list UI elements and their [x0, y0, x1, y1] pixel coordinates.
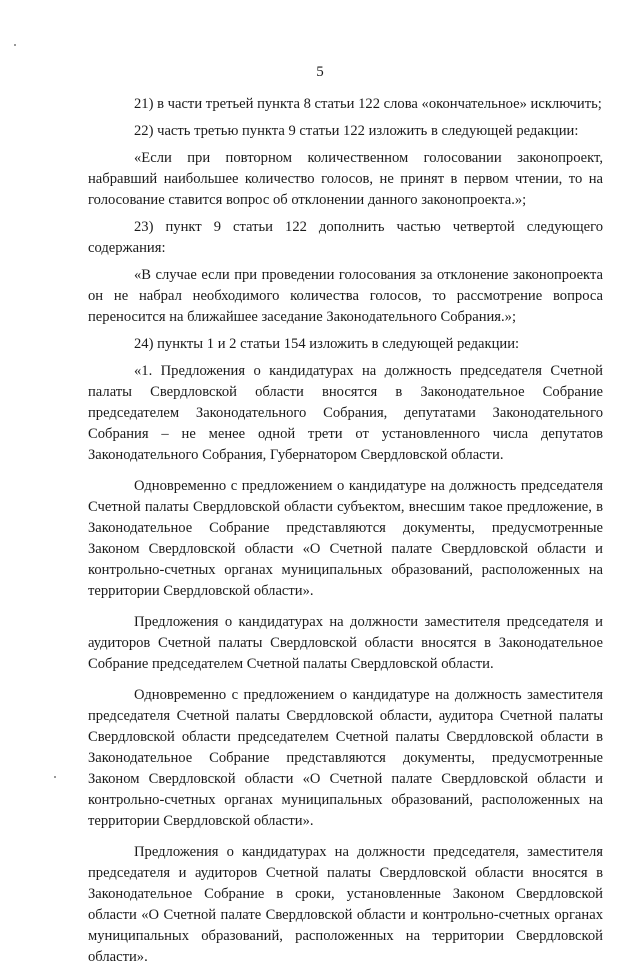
scan-speck — [14, 44, 16, 46]
paragraph-item-24: 24) пункты 1 и 2 статьи 154 изложить в следующей редакции: — [134, 336, 520, 352]
paragraph-quote-24-4: Одновременно с предложением о кандидатуре на должность заместителя председателя Счетной палаты Свердловской области, аудитора Счетной палаты Свердловской области председателем Счетной палаты Свердловской области в Законодательное Собрание представляются документы, предусмотренные Законом Свердловской области «О Счетной палате Свердловской области и контрольно-счетных органах муниципальных образований, расположенных на территории Свердловской области». — [88, 687, 603, 829]
paragraph-item-23: 23) пункт 9 статьи 122 дополнить частью четвертой следующего содержания: — [88, 219, 603, 256]
paragraph-quote-24-5: Предложения о кандидатурах на должности председателя, заместителя председателя и аудиторов Счетной палаты Свердловской области вносятся в Законодательное Собрание в сроки, установленные Законом Свердловской области «О Счетной палате Свердловской области и контрольно-счетных органах муниципальных образований, расположенных на территории Свердловской области». — [88, 844, 603, 965]
paragraph-quote-22: «Если при повторном количественном голосовании законопроект, набравший наибольшее количество голосов, не принят в первом чтении, то на голосование ставится вопрос об отклонении данного законопроекта.»; — [88, 150, 603, 208]
paragraph-quote-24-2: Одновременно с предложением о кандидатуре на должность председателя Счетной палаты Свердловской области субъектом, внесшим такое предложение, в Законодательное Собрание представляются документы, предусмотренные Законом Свердловской области «О Счетной палате Свердловской области и контрольно-счетных органах муниципальных образований, расположенных на территории Свердловской области». — [88, 478, 603, 599]
paragraph-item-22: 22) часть третью пункта 9 статьи 122 изложить в следующей редакции: — [134, 123, 579, 139]
paragraph-quote-24-3: Предложения о кандидатурах на должности заместителя председателя и аудиторов Счетной палаты Свердловской области вносятся в Законодательное Собрание председателем Счетной палаты Свердловской области. — [88, 614, 603, 672]
paragraph-quote-23: «В случае если при проведении голосования за отклонение законопроекта он не набрал необходимого количества голосов, то рассмотрение вопроса переносится на ближайшее заседание Законодательного Собрания.»; — [88, 267, 603, 325]
document-body — [88, 94, 603, 974]
paragraph-quote-24-1: «1. Предложения о кандидатурах на должность председателя Счетной палаты Свердловской области вносятся в Законодательное Собрание председателем Законодательного Собрания, депутатами Законодательного Собрания – не менее одной трети от установленного числа депутатов Законодательного Собрания, Губернатором Свердловской области. — [88, 363, 603, 463]
paragraph-item-21: 21) в части третьей пункта 8 статьи 122 слова «окончательное» исключить; — [134, 96, 602, 112]
page-number: 5 — [316, 64, 324, 80]
scan-speck — [54, 776, 56, 778]
